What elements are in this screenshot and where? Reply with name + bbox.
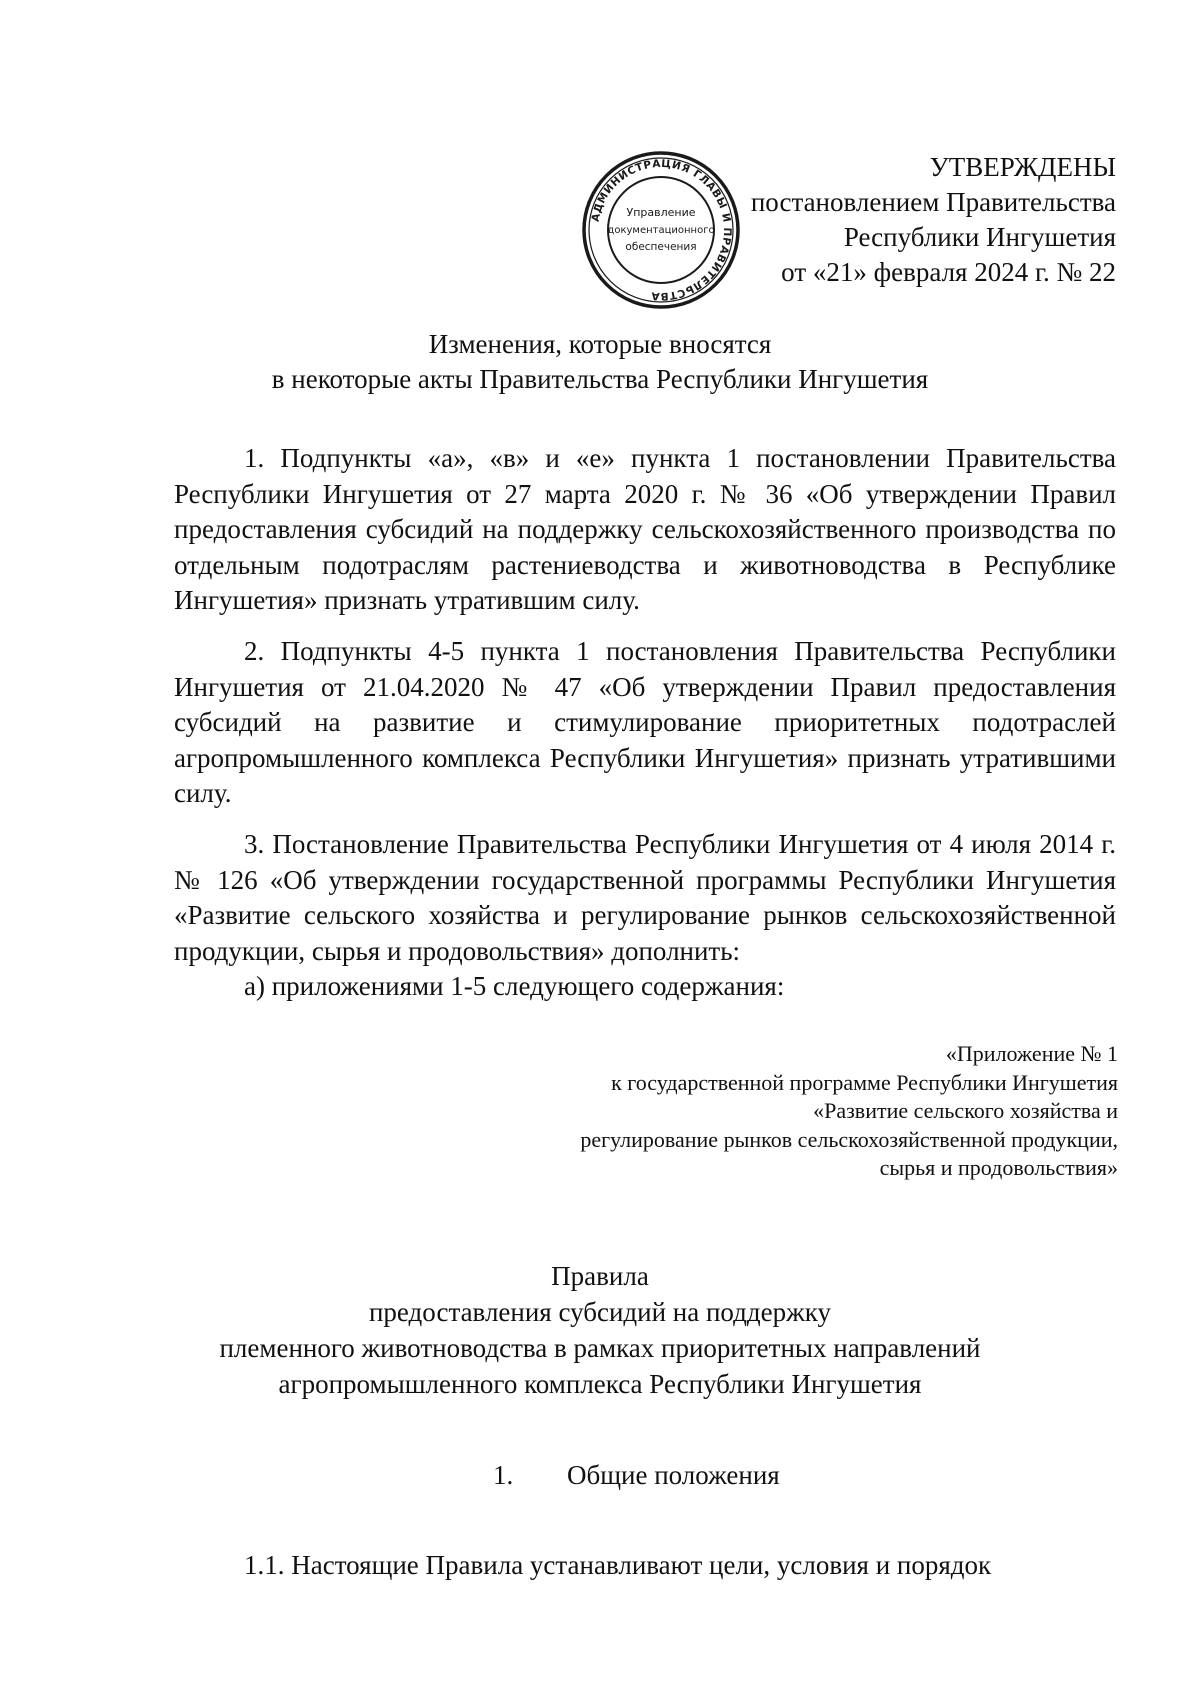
annex-line-5: сырья и продовольствия» — [879, 1155, 1118, 1180]
rules-title-line-2: предоставления субсидий на поддержку — [368, 1297, 832, 1327]
approval-line-3: Республики Ингушетия — [843, 222, 1116, 252]
approval-heading: УТВЕРЖДЕНЫ — [929, 152, 1116, 182]
section-number: 1. — [493, 1460, 514, 1490]
annex-reference — [418, 1040, 1118, 1183]
approval-line-2: постановлением Правительства — [750, 187, 1116, 217]
approval-block — [696, 150, 1116, 290]
annex-line-4: регулирование рынков сельскохозяйственной продукции, — [580, 1126, 1118, 1152]
stamp-outer-text: АДМИНИСТРАЦИЯ ГЛАВЫ И ПРАВИТЕЛЬСТВА — [589, 157, 734, 303]
stamp-inner-line-1: Управление — [626, 206, 696, 219]
annex-line-3: «Развитие сельского хозяйства и — [813, 1098, 1118, 1123]
paragraph-3: 3. Постановление Правительства Республики Ингушетия от 4 июля 2014 г. № 126 «Об утверждении государственной программы Республики Ингушетия «Развитие сельского хозяйства и регулирование рынков сельскохозяйственной продукции, сырья и продовольствия» дополнить: — [174, 829, 1116, 966]
annex-line-1: «Приложение № 1 — [945, 1041, 1118, 1066]
stamp-inner-line-2: документационного — [607, 225, 715, 236]
rules-title-line-3: племенного животноводства в рамках приоритетных направлений — [219, 1333, 981, 1363]
rules-title-line-1: Правила — [551, 1261, 649, 1291]
document-title-line-2: в некоторые акты Правительства Республики Ингушетия — [271, 364, 929, 394]
paragraph-1-1: 1.1. Настоящие Правила устанавливают цели, условия и порядок — [244, 1550, 992, 1580]
section-title: Общие положения — [567, 1460, 780, 1490]
paragraph-2: 2. Подпункты 4-5 пункта 1 постановления Правительства Республики Ингушетия от 21.04.2020 № 47 «Об утверждении Правил предоставления субсидий на развитие и стимулирование приоритетных подотраслей агропромышленного комплекса Республики Ингушетия» признать утратившими силу. — [174, 636, 1116, 808]
section-heading — [0, 1458, 1200, 1493]
rules-title-line-4: агропромышленного комплекса Республики Ингушетия — [278, 1369, 922, 1399]
document-title — [0, 327, 1200, 397]
stamp-inner-line-3: обеспечения — [625, 241, 697, 253]
approval-date-number: от «21» февраля 2024 г. № 22 — [781, 257, 1116, 287]
document-title-line-1: Изменения, которые вносятся — [428, 329, 772, 359]
annex-line-2: к государственной программе Республики Ингушетия — [611, 1069, 1118, 1095]
rules-title — [0, 1258, 1200, 1402]
paragraph-1: 1. Подпункты «а», «в» и «е» пункта 1 постановлении Правительства Республики Ингушетия от 27 марта 2020 г. № 36 «Об утверждении Правил предоставления субсидий на поддержку сельскохозяйственного производства по отдельным подотраслям растениеводства и животноводства в Республике Ингушетия» признать утратившим силу. — [174, 443, 1116, 615]
paragraph-3a: а) приложениями 1-5 следующего содержания: — [244, 971, 785, 1001]
